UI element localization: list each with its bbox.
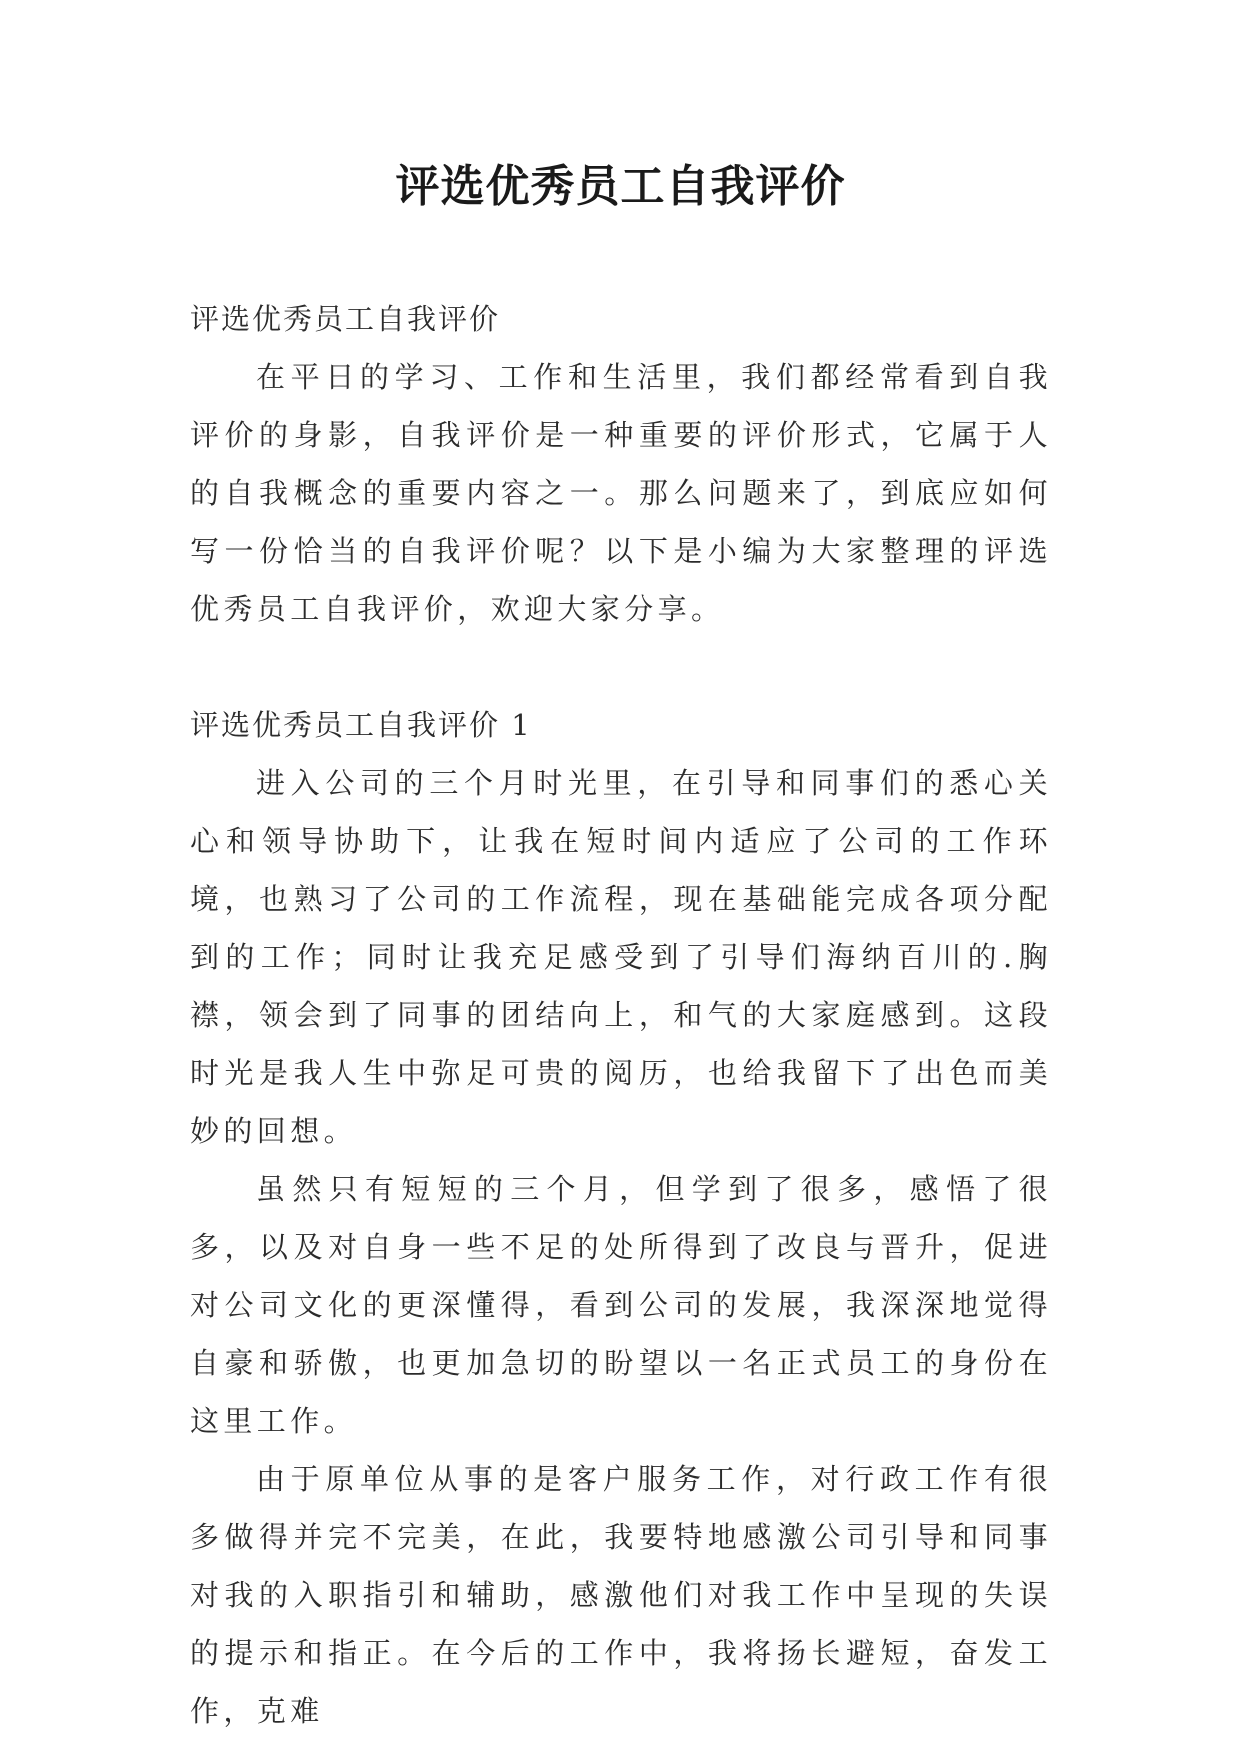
document-body <box>190 290 1052 1740</box>
section1-paragraph-2: 虽然只有短短的三个月，但学到了很多，感悟了很多，以及对自身一些不足的处所得到了改良与晋升，促进对公司文化的更深懂得，看到公司的发展，我深深地觉得自豪和骄傲，也更加急切的盼望以一名正式员工的身份在这里工作。 <box>190 1172 1052 1438</box>
section1-paragraph-3: 由于原单位从事的是客户服务工作，对行政工作有很多做得并完不完美，在此，我要特地感激公司引导和同事对我的入职指引和辅助，感激他们对我工作中呈现的失误的提示和指正。在今后的工作中，我将扬长避短，奋发工作，克难 <box>190 1462 1052 1728</box>
section1-heading: 评选优秀员工自我评价 1 <box>190 708 532 742</box>
section1-paragraph-1: 进入公司的三个月时光里，在引导和同事们的悉心关心和领导协助下，让我在短时间内适应了公司的工作环境，也熟习了公司的工作流程，现在基础能完成各项分配到的工作；同时让我充足感受到了引导们海纳百川的.胸襟，领会到了同事的团结向上，和气的大家庭感到。这段时光是我人生中弥足可贵的阅历，也给我留下了出色而美妙的回想。 <box>190 766 1052 1148</box>
intro-paragraph: 在平日的学习、工作和生活里，我们都经常看到自我评价的身影，自我评价是一种重要的评价形式，它属于人的自我概念的重要内容之一。那么问题来了，到底应如何写一份恰当的自我评价呢？以下是小编为大家整理的评选优秀员工自我评价，欢迎大家分享。 <box>190 360 1052 626</box>
intro-heading: 评选优秀员工自我评价 <box>190 302 501 336</box>
section-spacer <box>190 638 1052 696</box>
document-title: 评选优秀员工自我评价 <box>395 161 846 212</box>
